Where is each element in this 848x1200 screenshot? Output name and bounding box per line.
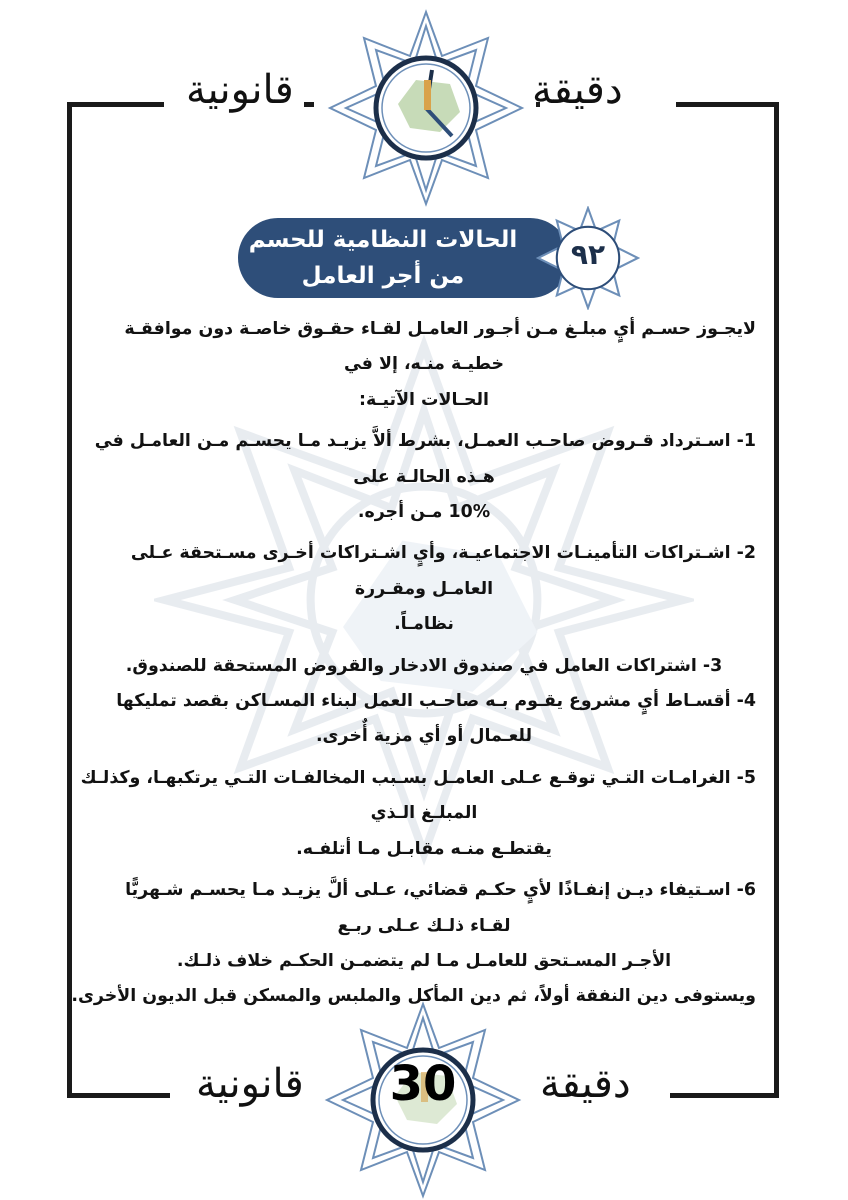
body-line: 1- اسـترداد قـروض صاحـب العمـل، بشرط ألاَّ يزيـد مـا يحسـم مـن العامـل في <box>94 431 756 452</box>
body-line: العامـل ومقـررة <box>354 578 494 599</box>
body-line: للعـمال أو أي مزية أٌخرى. <box>315 726 533 747</box>
body-line: لقـاء ذلـك عـلى ربـع <box>337 915 511 936</box>
body-line: 6- اسـتيفاء ديـن إنفـاذًا لأيٍ حكـم قضائي، عـلى ألَّ يزيـد مـا يحسـم شـهريًّا <box>125 880 756 901</box>
article-number: ٩٢ <box>570 238 606 271</box>
article-title <box>248 222 518 294</box>
page-number: 30 <box>389 1056 457 1112</box>
body-line: لايجـوز حسـم أيٍ مبلـغ مـن أجـور العامـل لقـاء حقـوق خاصـة دون موافقـة <box>124 319 756 339</box>
footer-brand-right: دقيقة <box>540 1061 631 1107</box>
body-line: المبلـغ الـذي <box>370 803 478 824</box>
body-line: الحـالات الآتيـة: <box>359 389 489 410</box>
body-line: 2- اشـتراكات التأمينـات الاجتماعيـة، وأيٍ اشـتراكات أخـرى مسـتحقة عـلى <box>130 543 756 564</box>
body-line: 3- اشتراكات العامل في صندوق الادخار والقروض المستحقة للصندوق. <box>125 655 723 676</box>
article-body <box>71 312 756 1015</box>
body-line: هـذه الحالـة على <box>353 466 495 487</box>
body-line: الأجـر المسـتحق للعامـل مـا لم يتضمـن الحكـم خلاف ذلـك. <box>176 950 672 971</box>
header-brand-left: قانونية <box>186 67 294 113</box>
body-line: 10% مـن أجره. <box>357 502 491 523</box>
body-line: نظامـاً. <box>394 614 454 635</box>
header-seal-icon <box>326 8 526 208</box>
article-title-line2: من أجر العامل <box>301 263 465 289</box>
article-title-line1: الحالات النظامية للحسم <box>248 227 518 253</box>
body-line: ويستوفى دين النفقة أولاً، ثم دين المأكل والملبس والمسكن قبل الديون الأخرى. <box>71 986 756 1007</box>
footer-brand-left: قانونية <box>196 1061 304 1107</box>
body-line: 4- أقسـاط أيٍ مشروع يقـوم بـه صاحـب العمل لبناء المسـاكن بقصد تمليكها <box>116 691 756 712</box>
header-brand-right: دقيقة <box>532 67 623 113</box>
body-line: خطيـة منـه، إلا في <box>343 354 505 375</box>
body-line: يقتطـع منـه مقابـل مـا أتلفـه. <box>296 838 552 859</box>
body-line: 5- الغرامـات التـي توقـع عـلى العامـل بسـبب المخالفـات التـي يرتكبهـا، وكذلـك <box>80 767 756 788</box>
